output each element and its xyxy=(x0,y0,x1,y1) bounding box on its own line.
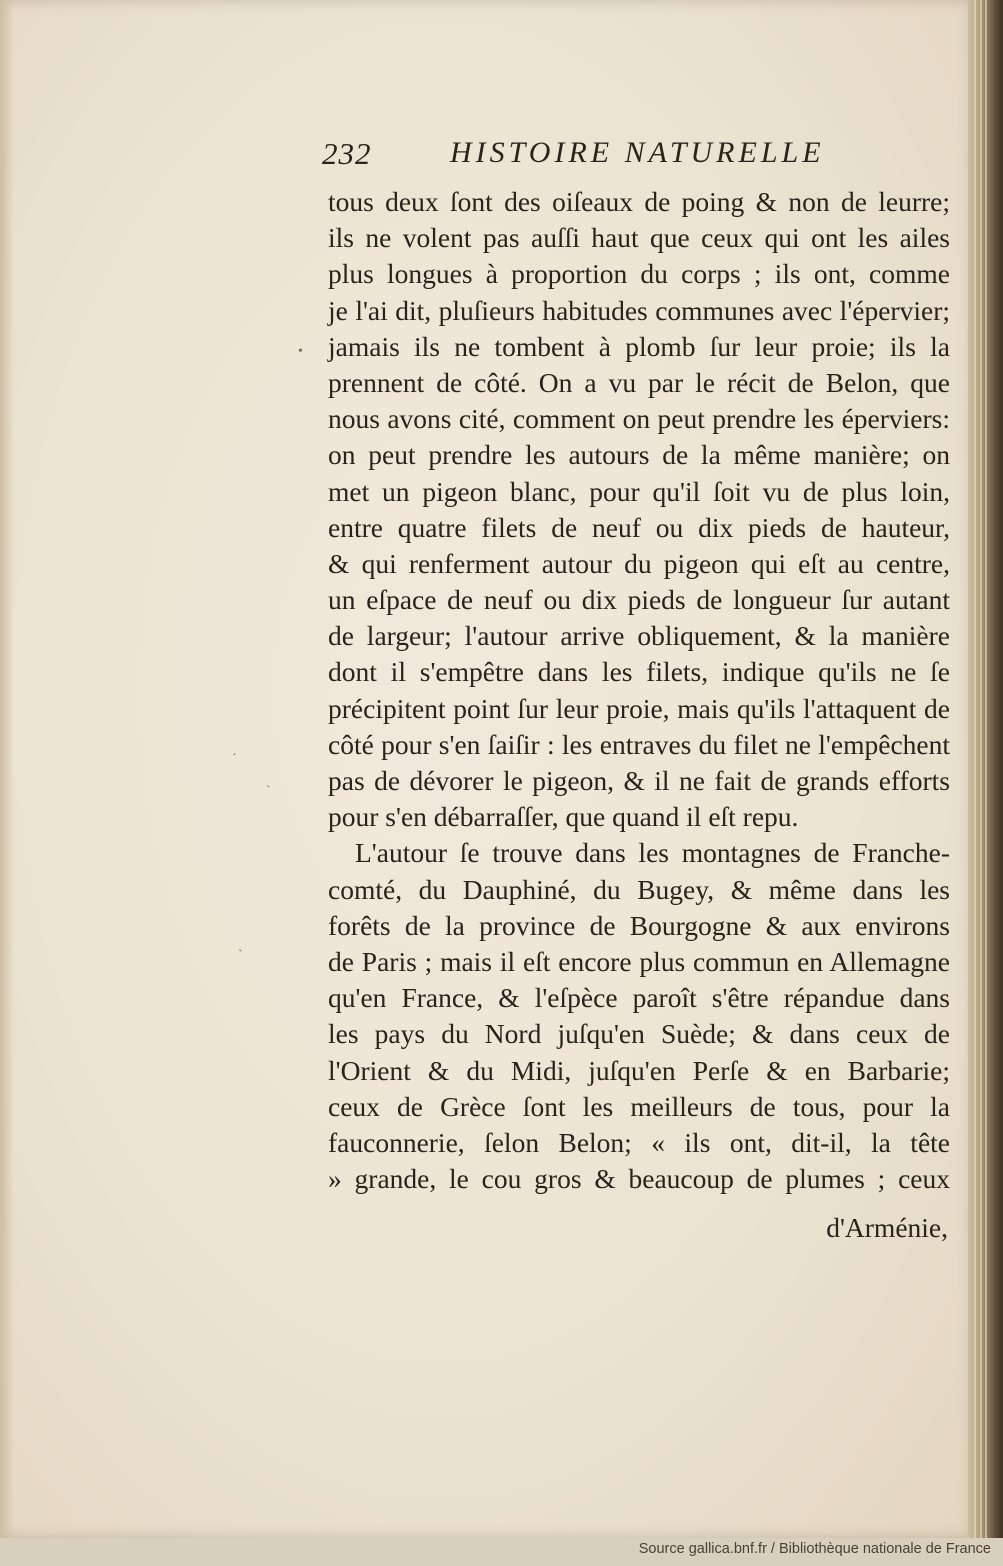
page-edge-leaf xyxy=(974,0,976,1538)
text-line: & qui renferment autour du pigeon qui eſt au centre, xyxy=(328,547,950,579)
text-line: forêts de la province de Bourgogne & aux environs xyxy=(328,909,950,941)
text-line: de largeur; l'autour arrive obliquement, & la manière xyxy=(328,620,950,652)
catchword: d'Arménie, xyxy=(826,1212,948,1243)
paper-speck: ˊ xyxy=(232,752,237,767)
text-line: l'Orient & du Midi, juſqu'en Perſe & en Barbarie; xyxy=(328,1054,950,1086)
text-line: tous deux ſont des oiſeaux de poing & non de leurre; xyxy=(328,186,950,217)
text-line: dont il s'empêtre dans les filets, indique qu'ils ne ſe xyxy=(328,656,950,688)
text-line: comté, du Dauphiné, du Bugey, & même dans les xyxy=(328,873,950,905)
text-line: qu'en France, & l'eſpèce paroît s'être répandue dans xyxy=(328,982,950,1014)
page-edge-leaf xyxy=(980,0,982,1538)
text-line: côté pour s'en ſaiſir : les entraves du filet ne l'empêchent xyxy=(328,728,950,760)
text-line: L'autour ſe trouve dans les montagnes de Franche- xyxy=(355,837,950,869)
text-line: je l'ai dit, pluſieurs habitudes communes avec l'épervier; xyxy=(328,294,950,326)
text-line: » grande, le cou gros & beaucoup de plumes ; ceux xyxy=(328,1163,950,1195)
paragraph-1 xyxy=(328,184,950,835)
text-line: jamais ils ne tombent à plomb ſur leur proie; ils la xyxy=(328,330,950,362)
text-line: ils ne volent pas auſſi haut que ceux qui ont les ailes xyxy=(328,222,950,254)
text-line: prennent de côté. On a vu par le récit de Belon, que xyxy=(328,366,950,398)
text-line: de Paris ; mais il eſt encore plus commun en Allemagne xyxy=(328,945,950,977)
text-line: pour s'en débarraſſer, que quand il eſt repu. xyxy=(328,801,799,833)
source-credit: Source gallica.bnf.fr / Bibliothèque nationale de France xyxy=(638,1541,991,1557)
paper-speck: ˋ xyxy=(266,784,271,799)
text-line: met un pigeon blanc, pour qu'il ſoit vu de plus loin, xyxy=(328,475,950,507)
running-title: HISTOIRE NATURELLE xyxy=(450,136,825,169)
text-line: les pays du Nord juſqu'en Suède; & dans ceux de xyxy=(328,1018,950,1050)
text-line: nous avons cité, comment on peut prendre les éperviers: xyxy=(328,403,950,435)
running-header xyxy=(320,136,880,184)
text-line: entre quatre filets de neuf ou dix pieds de hauteur, xyxy=(328,511,950,543)
text-line: on peut prendre les autours de la même manière; on xyxy=(328,439,950,471)
text-line: plus longues à proportion du corps ; ils ont, comme xyxy=(328,258,950,290)
body-text xyxy=(328,184,950,1197)
text-line: fauconnerie, ſelon Belon; « ils ont, dit-il, la tête xyxy=(328,1126,950,1158)
text-line: ceux de Grèce ſont les meilleurs de tous, pour la xyxy=(328,1090,950,1122)
paper-speck: ˋ xyxy=(238,948,243,963)
text-line: précipitent point ſur leur proie, mais qu'ils l'attaquent de xyxy=(328,692,950,724)
paragraph-2 xyxy=(328,835,950,1197)
book-page-edges xyxy=(968,0,1003,1538)
paper-speck: • xyxy=(298,344,303,359)
text-line: un eſpace de neuf ou dix pieds de longueur ſur autant xyxy=(328,584,950,616)
page-number: 232 xyxy=(322,136,372,171)
page-left-shadow xyxy=(0,0,14,1538)
text-line: pas de dévorer le pigeon, & il ne fait de grands efforts xyxy=(328,765,950,796)
page-edge-leaf xyxy=(985,0,987,1538)
